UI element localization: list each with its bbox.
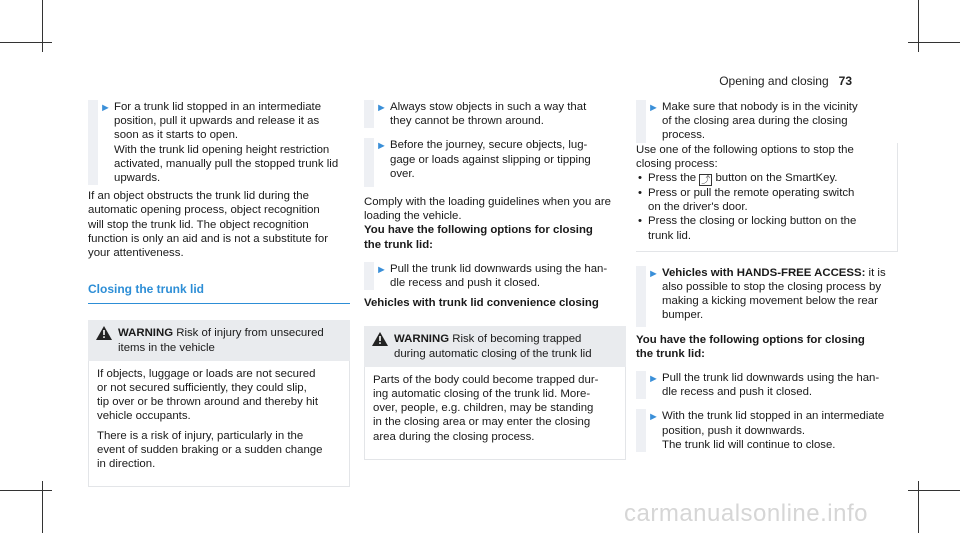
section-heading: Closing the trunk lid	[88, 282, 350, 304]
crop-mark	[0, 490, 52, 491]
warning-body: If objects, luggage or loads are not secured or not secured sufficiently, they could slip, tip over or be thrown around and thereby hit vehicle occupants. There is a risk of injury, particularly in the event of sudden braking or a sudden change in direction.	[88, 361, 350, 487]
arrow-icon: ►	[376, 102, 387, 114]
step-box: ► Pull the trunk lid downwards using the han- dle recess and push it closed.	[364, 262, 626, 290]
crop-mark	[0, 42, 52, 43]
step-box: ► With the trunk lid stopped in an intermediate position, push it downwards. The trunk lid will continue to close.	[636, 409, 898, 452]
step-box: ► Before the journey, secure objects, lug- gage or loads against slipping or tipping over.	[364, 138, 626, 187]
step-box: ► Vehicles with HANDS-FREE ACCESS: it is also possible to stop the closing process by making a kicking movement below the rear bumper.	[636, 266, 898, 327]
crop-mark	[918, 481, 919, 533]
page-header	[719, 74, 852, 88]
arrow-icon: ►	[648, 267, 659, 280]
list-item: • Press or pull the remote operating switch on the driver's door.	[636, 186, 897, 214]
warning-icon	[96, 326, 112, 340]
warning-box	[364, 326, 626, 459]
arrow-icon: ►	[376, 263, 387, 276]
list-item: • Press the ⤴ button on the SmartKey.	[636, 171, 897, 186]
info-block: Use one of the following options to stop the closing process: • Press the ⤴ button on the SmartKey. • Press or pull the remote operating switch on the driver's door. • Press the closing or locking button on the trunk lid.	[636, 143, 898, 252]
arrow-icon: ►	[376, 140, 387, 153]
arrow-icon: ►	[648, 373, 659, 386]
step-box: ► Make sure that nobody is in the vicinity of the closing area during the closing process.	[636, 100, 898, 143]
warning-icon	[372, 332, 388, 346]
column-2	[364, 100, 626, 460]
column-1	[88, 100, 350, 487]
warning-header: WARNING Risk of injury from unsecured items in the vehicle	[88, 320, 350, 360]
arrow-icon: ►	[648, 102, 659, 114]
watermark: carmanualsonline.info	[624, 500, 868, 527]
step-text: For a trunk lid stopped in an intermediate position, pull it upwards and release it as soon as it starts to open. With the trunk lid opening height restriction activated, manually pull the stopped trunk lid upwards.	[114, 101, 339, 185]
column-3	[636, 100, 898, 452]
paragraph: Comply with the loading guidelines when you are loading the vehicle. You have the following options for closing the trunk lid:	[364, 196, 611, 251]
subheading: Vehicles with trunk lid convenience closing	[364, 297, 599, 310]
list-item: • Press the closing or locking button on the trunk lid.	[636, 214, 897, 242]
crop-mark	[908, 42, 960, 43]
arrow-icon: ►	[648, 411, 659, 424]
paragraph: If an object obstructs the trunk lid during the automatic opening process, object recognition will stop the trunk lid. The object recognition function is only an aid and is not a substitute for your attentiveness.	[88, 190, 328, 260]
options-heading: You have the following options for closing the trunk lid:	[636, 333, 865, 360]
page-number: 73	[838, 74, 852, 88]
crop-mark	[918, 0, 919, 52]
crop-mark	[42, 481, 43, 533]
step-box	[88, 100, 350, 185]
warning-box	[88, 320, 350, 487]
section-title: Opening and closing	[719, 74, 829, 88]
crop-mark	[908, 490, 960, 491]
warning-header: WARNING Risk of becoming trapped during automatic closing of the trunk lid	[364, 326, 626, 366]
step-box: ► Always stow objects in such a way that they cannot be thrown around.	[364, 100, 626, 128]
crop-mark	[42, 0, 43, 52]
warning-body: Parts of the body could become trapped dur- ing automatic closing of the trunk lid. More- over, people, e.g. children, may be standing in the closing area or may enter the closing area during the closing process.	[364, 367, 626, 460]
step-box: ► Pull the trunk lid downwards using the han- dle recess and push it closed.	[636, 371, 898, 399]
arrow-icon: ►	[100, 102, 111, 114]
trunk-key-icon: ⤴	[701, 175, 711, 186]
